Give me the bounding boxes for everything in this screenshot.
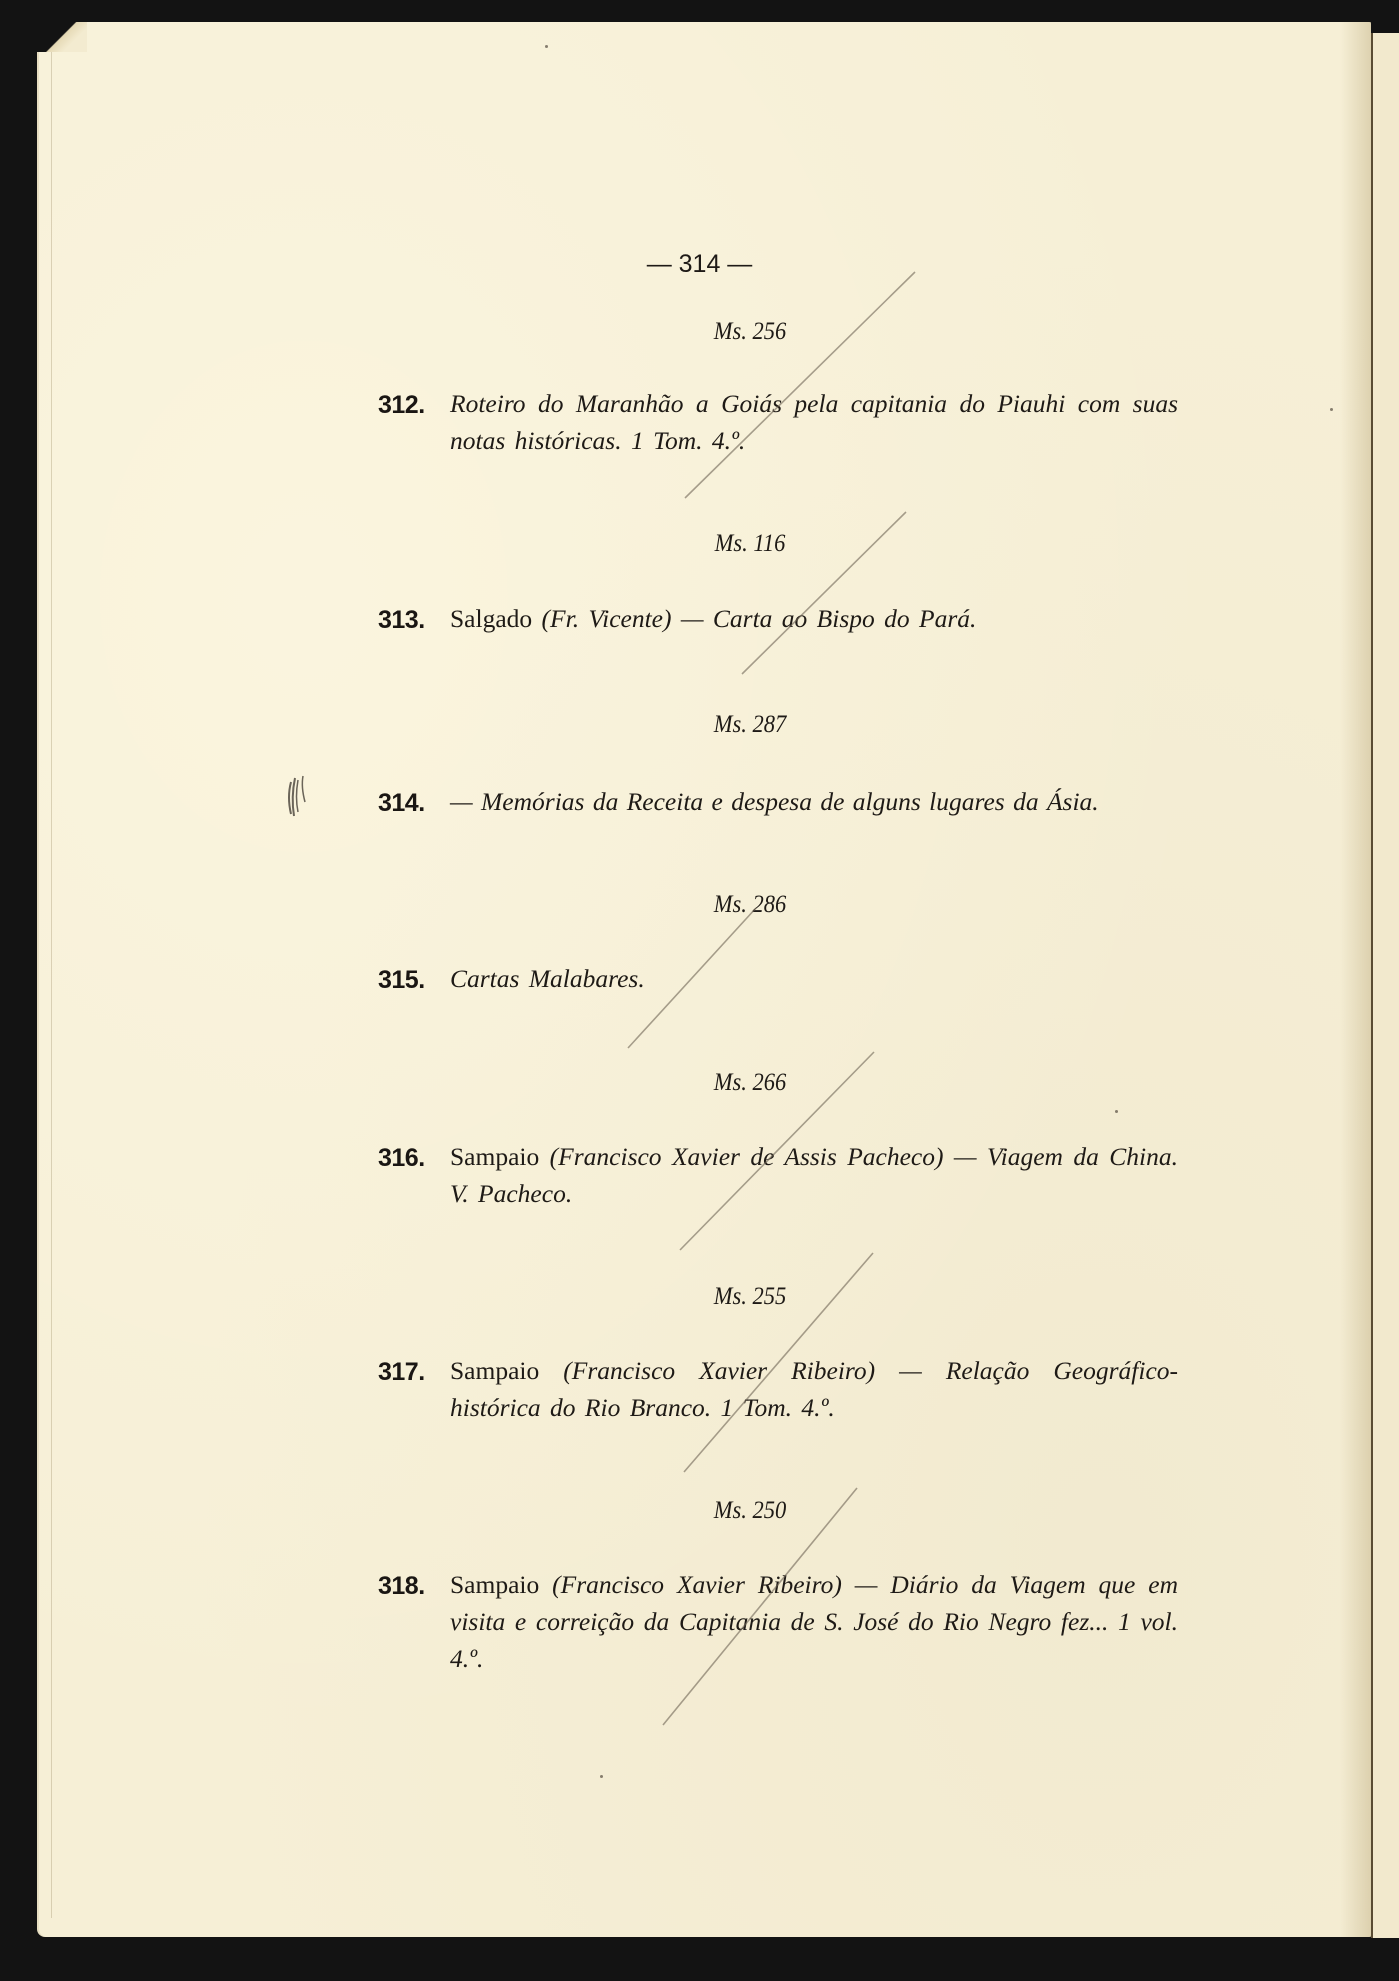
entry-author: Salgado <box>450 604 533 633</box>
ms-label: Ms. 255 <box>713 1283 787 1310</box>
entry-title: Roteiro do Maranhão a Goiás pela capitania do Piauhi com suas notas históricas. 1 Tom. 4.º. <box>450 389 1178 455</box>
gutter-shadow <box>1340 22 1371 1937</box>
entry-number: 315. <box>378 966 425 994</box>
entry-number: 317. <box>378 1358 425 1386</box>
entry-text <box>450 1138 1178 1212</box>
ms-label: Ms. 256 <box>713 318 787 345</box>
catalog-entry <box>378 783 1178 823</box>
pencil-margin-mark-icon <box>285 772 315 822</box>
entry-text <box>450 600 1178 637</box>
paper-speck <box>545 45 548 48</box>
catalog-entry <box>378 960 1178 1000</box>
ms-label: Ms. 116 <box>714 530 786 557</box>
entry-number: 316. <box>378 1144 425 1172</box>
ms-label: Ms. 250 <box>713 1497 787 1524</box>
entry-title: Cartas Malabares. <box>450 964 645 993</box>
page-edge-line <box>51 38 52 1918</box>
entry-title: (Fr. Vicente) — Carta ao Bispo do Pará. <box>541 604 977 633</box>
catalog-entry <box>378 1138 1178 1218</box>
entry-number: 313. <box>378 606 425 634</box>
paper-speck <box>1330 408 1333 411</box>
page-corner-fold <box>37 22 87 52</box>
entry-title: (Francisco Xavier Ribeiro) — Relação Geográfico-histórica do Rio Branco. 1 Tom. 4.º. <box>450 1356 1178 1422</box>
entry-number: 312. <box>378 391 425 419</box>
entry-text <box>450 1566 1178 1677</box>
paper-speck <box>600 1775 603 1778</box>
entry-title: (Francisco Xavier Ribeiro) — Diário da Viagem que em visita e correição da Capitania de S. José do Rio Negro fez... 1 vol. 4.º. <box>450 1570 1178 1673</box>
ms-label: Ms. 287 <box>713 711 787 738</box>
catalog-entry <box>378 1566 1178 1686</box>
catalog-entry <box>378 600 1178 640</box>
entry-number: 314. <box>378 789 425 817</box>
entry-title: (Francisco Xavier de Assis Pacheco) — Viagem da China. V. Pacheco. <box>450 1142 1179 1208</box>
entry-text <box>450 1352 1178 1426</box>
ms-label: Ms. 266 <box>713 1069 787 1096</box>
ms-label: Ms. 286 <box>713 891 787 918</box>
entry-number: 318. <box>378 1572 425 1600</box>
entry-author: Sampaio <box>450 1356 540 1385</box>
entry-author: Sampaio <box>450 1570 540 1599</box>
entry-author: Sampaio <box>450 1142 540 1171</box>
catalog-entry <box>378 385 1178 465</box>
page-number: — 314 — <box>646 250 753 278</box>
paper-speck <box>1115 1110 1118 1113</box>
catalog-entry <box>378 1352 1178 1432</box>
entry-title: — Memórias da Receita e despesa de alguns lugares da Ásia. <box>450 787 1099 816</box>
